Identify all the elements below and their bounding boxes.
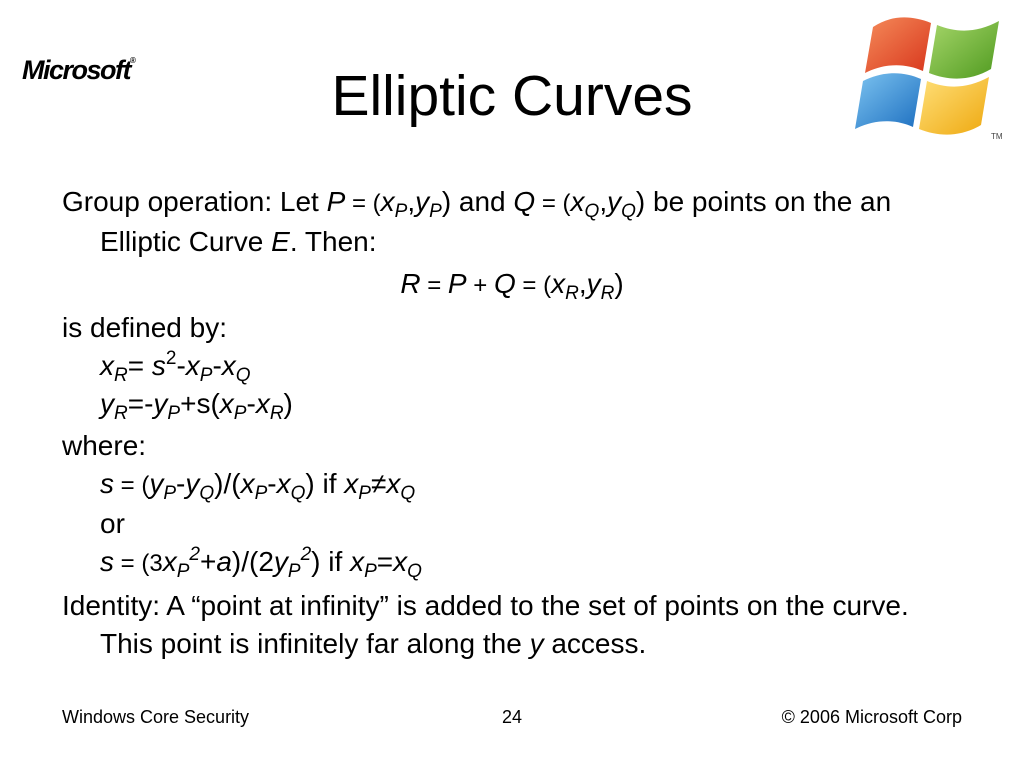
footer-copyright: © 2006 Microsoft Corp <box>781 707 962 727</box>
flag-tm: TM <box>991 132 1003 141</box>
group-operation-paragraph: Group operation: Let $P = (x_P,y_P)$ and $Q = (x_Q,y_Q)$ be points on the an Elliptic Curve E. Then: <box>62 186 892 257</box>
slide-body <box>62 183 962 663</box>
page-number: 24 <box>501 707 523 727</box>
identity-paragraph: Identity: A “point at infinity” is added to the set of points on the curve. This point is infinitely far along the y access. <box>62 590 909 659</box>
defined-by-label: is defined by: <box>62 312 227 343</box>
flag-red-pane <box>865 17 931 73</box>
slide-title: Elliptic Curves <box>331 64 693 128</box>
slope-formula-doubling: $s = (3x_P^2+a)/(2y_P^2)$ if $x_P=x_Q$ <box>100 544 422 582</box>
xr-formula: $x_R= s^2-x_P-x_Q$ <box>100 348 251 386</box>
microsoft-logo-text: Microsoft <box>22 55 130 85</box>
trademark-symbol: ® <box>130 56 136 65</box>
where-label: where: <box>62 430 147 461</box>
footer-left: Windows Core Security <box>62 707 250 727</box>
sum-equation: $R = P + Q = (x_R,y_R)$ <box>400 268 624 304</box>
yr-formula: $y_R=-y_P+s(x_P-x_R)$ <box>100 388 293 424</box>
or-label: or <box>100 508 125 539</box>
slope-formula-distinct: $s = (y_P-y_Q)/(x_P-x_Q)$ if $x_P\ne x_Q$ <box>100 468 416 504</box>
